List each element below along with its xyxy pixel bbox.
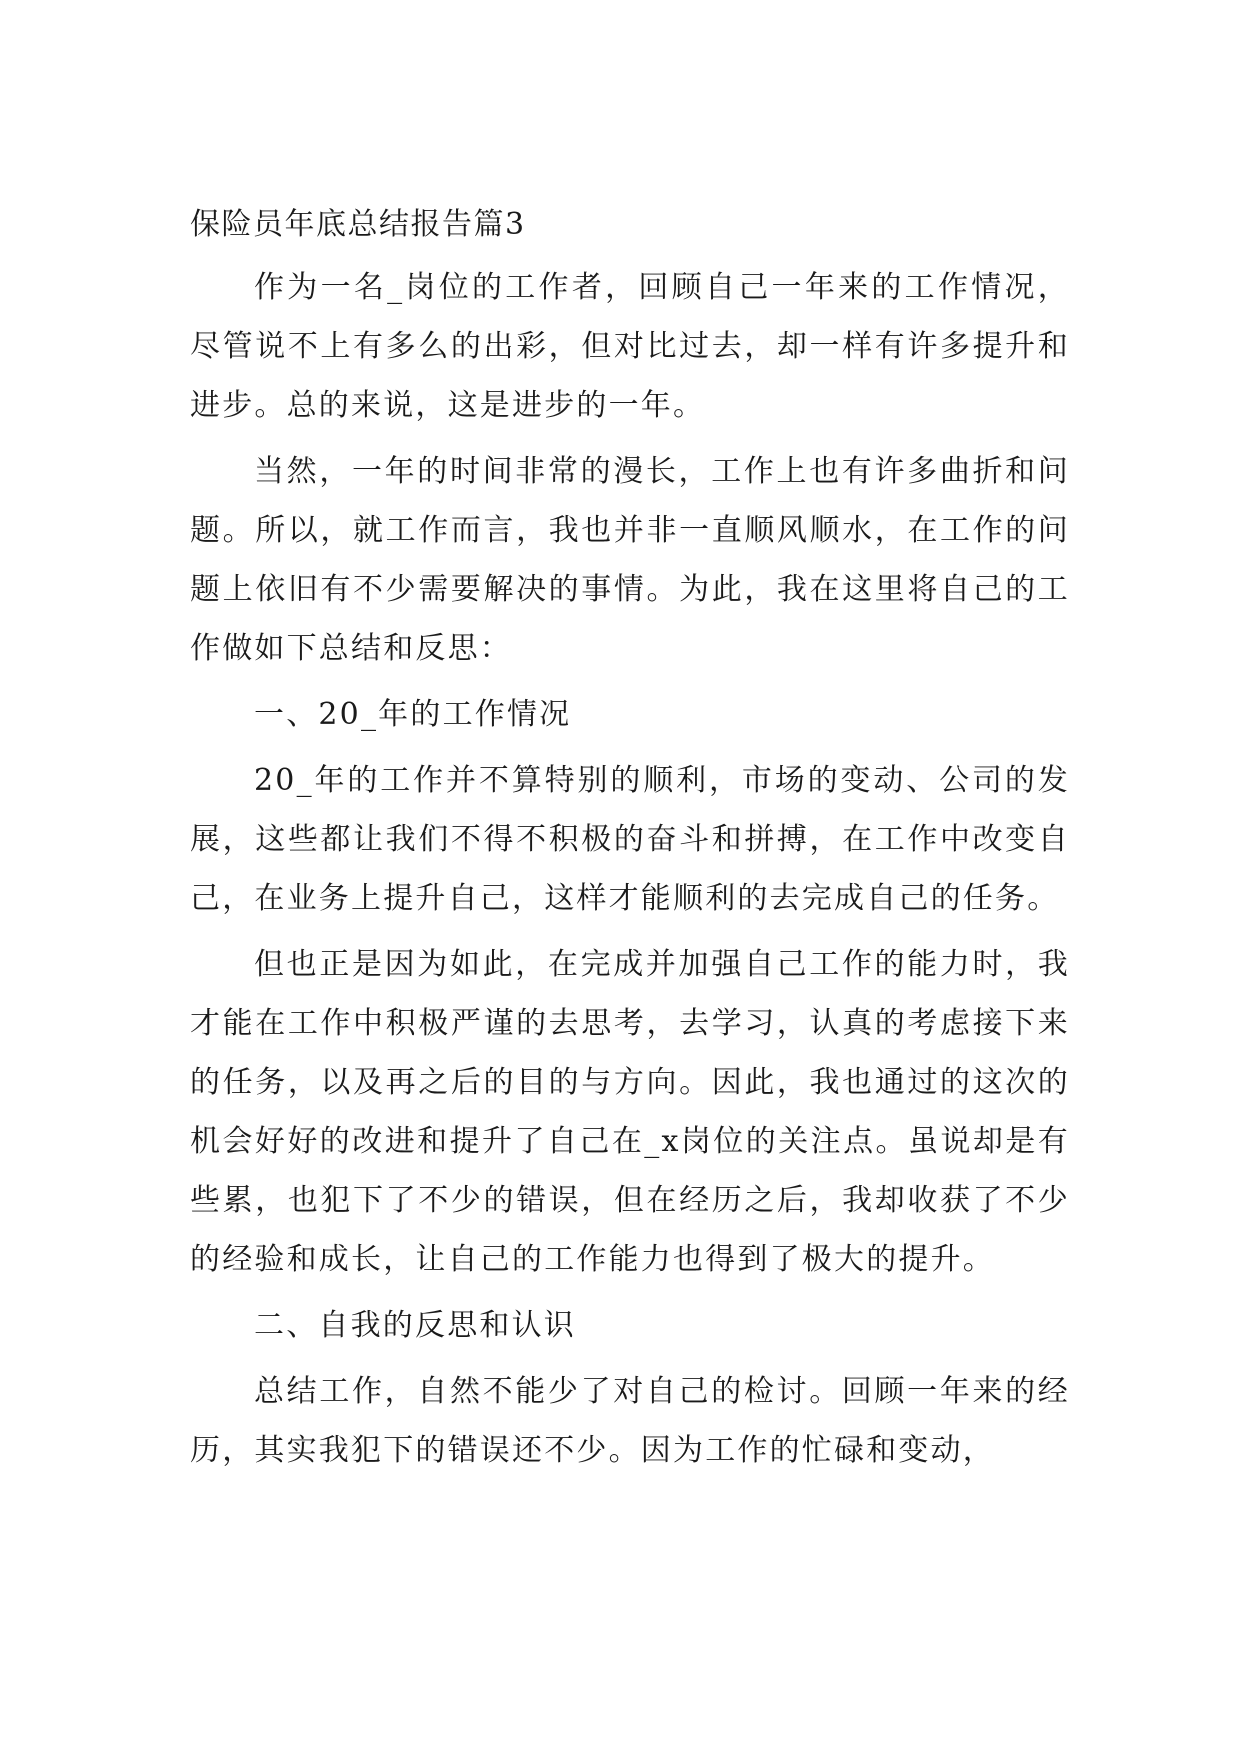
paragraph: 但也正是因为如此，在完成并加强自己工作的能力时，我才能在工作中积极严谨的去思考，去学习，认真的考虑接下来的任务，以及再之后的目的与方向。因此，我也通过的这次的机会好好的改进和提升了自己在_x岗位的关注点。虽说却是有些累，也犯下了不少的错误，但在经历之后，我却收获了不少的经验和成长，让自己的工作能力也得到了极大的提升。	[190, 947, 1070, 1277]
document-title: 保险员年底总结报告篇3	[190, 207, 526, 242]
document-body	[190, 192, 1070, 1487]
section-heading: 二、自我的反思和认识	[254, 1308, 576, 1343]
paragraph: 当然，一年的时间非常的漫长，工作上也有许多曲折和问题。所以，就工作而言，我也并非一直顺风顺水，在工作的问题上依旧有不少需要解决的事情。为此，我在这里将自己的工作做如下总结和反思：	[190, 454, 1070, 666]
paragraph: 总结工作，自然不能少了对自己的检讨。回顾一年来的经历，其实我犯下的错误还不少。因为工作的忙碌和变动，	[190, 1374, 1070, 1468]
paragraph: 20_年的工作并不算特别的顺利，市场的变动、公司的发展，这些都让我们不得不积极的奋斗和拼搏，在工作中改变自己，在业务上提升自己，这样才能顺利的去完成自己的任务。	[190, 763, 1070, 916]
paragraph: 作为一名_岗位的工作者，回顾自己一年来的工作情况，尽管说不上有多么的出彩，但对比过去，却一样有许多提升和进步。总的来说，这是进步的一年。	[190, 270, 1070, 423]
section-heading: 一、20_年的工作情况	[254, 697, 572, 732]
